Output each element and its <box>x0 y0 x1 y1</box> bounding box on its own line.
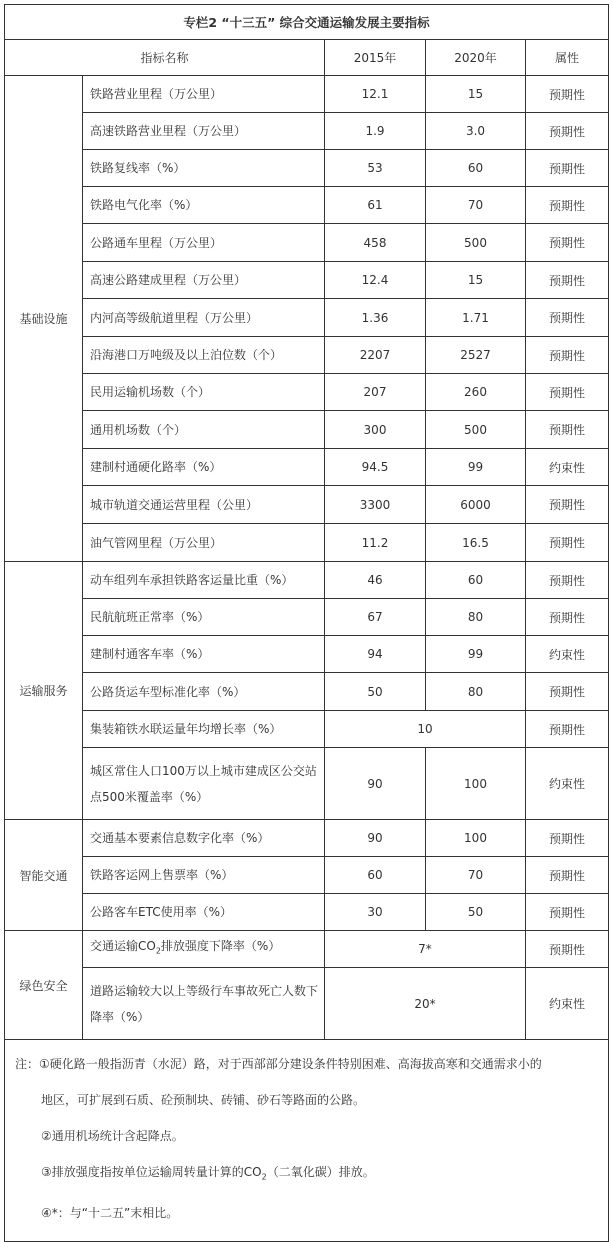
header-2020: 2020年 <box>426 40 526 76</box>
attribute-cell: 预期性 <box>526 894 609 931</box>
table-row <box>5 486 609 524</box>
attribute-cell: 预期性 <box>526 411 609 449</box>
note-4: ④*：与“十二五”末相比。 <box>41 1206 179 1221</box>
indicator-name: 建制村通硬化路率（%） <box>83 449 325 486</box>
value-2015: 61 <box>325 187 426 224</box>
attribute-cell: 约束性 <box>526 636 609 673</box>
attribute-cell: 预期性 <box>526 857 609 894</box>
indicator-name: 公路通车里程（万公里） <box>83 224 325 262</box>
indicator-name: 交通运输$CO_2$排放强度下降率（%） <box>83 931 325 968</box>
note-3: ③排放强度指按单位运输周转量计算的$CO_2$（二氧化碳）排放。 <box>41 1165 375 1182</box>
value-2015: 3300 <box>325 486 426 524</box>
merged-value: 20* <box>325 968 526 1040</box>
header-indicator-name: 指标名称 <box>5 40 325 76</box>
value-2020: 80 <box>426 599 526 636</box>
attribute-cell: 预期性 <box>526 711 609 748</box>
table-row <box>5 524 609 562</box>
value-2015: 46 <box>325 562 426 599</box>
indicator-name: 高速铁路营业里程（万公里） <box>83 113 325 150</box>
category-cell: 绿色安全 <box>5 931 83 1040</box>
indicator-name: 铁路电气化率（%） <box>83 187 325 224</box>
category-cell: 基础设施 <box>5 76 83 562</box>
attribute-cell: 预期性 <box>526 931 609 968</box>
indicator-name: 城市轨道交通运营里程（公里） <box>83 486 325 524</box>
value-2015: 50 <box>325 673 426 711</box>
value-2020: 500 <box>426 411 526 449</box>
value-2020: 60 <box>426 562 526 599</box>
value-2015: 11.2 <box>325 524 426 562</box>
indicator-name: 民用运输机场数（个） <box>83 374 325 411</box>
note-1-continued: 地区，可扩展到石质、砼预制块、砖铺、砂石等路面的公路。 <box>41 1093 366 1107</box>
attribute-cell: 预期性 <box>526 673 609 711</box>
value-2020: 70 <box>426 857 526 894</box>
indicator-name: 铁路营业里程（万公里） <box>83 76 325 113</box>
header-attribute: 属性 <box>526 40 609 76</box>
attribute-cell: 预期性 <box>526 524 609 562</box>
value-2015: 90 <box>325 748 426 820</box>
value-2020: 1.71 <box>426 299 526 337</box>
value-2015: 1.36 <box>325 299 426 337</box>
indicator-table <box>4 4 609 1242</box>
table-row <box>5 224 609 262</box>
indicator-name: 道路运输较大以上等级行车事故死亡人数下降率（%） <box>83 968 325 1040</box>
attribute-cell: 约束性 <box>526 968 609 1040</box>
value-2015: 300 <box>325 411 426 449</box>
table-row <box>5 820 609 857</box>
indicator-name: 沿海港口万吨级及以上泊位数（个） <box>83 337 325 374</box>
value-2015: 30 <box>325 894 426 931</box>
table-row <box>5 894 609 931</box>
value-2015: 207 <box>325 374 426 411</box>
value-2015: 53 <box>325 150 426 187</box>
indicator-name: 动车组列车承担铁路客运量比重（%） <box>83 562 325 599</box>
value-2015: 94 <box>325 636 426 673</box>
attribute-cell: 预期性 <box>526 562 609 599</box>
note-2: ②通用机场统计含起降点。 <box>41 1129 184 1143</box>
value-2020: 15 <box>426 262 526 299</box>
indicator-name: 铁路客运网上售票率（%） <box>83 857 325 894</box>
header-2015: 2015年 <box>325 40 426 76</box>
value-2020: 60 <box>426 150 526 187</box>
table-row <box>5 673 609 711</box>
indicator-name: 集装箱铁水联运量年均增长率（%） <box>83 711 325 748</box>
attribute-cell: 预期性 <box>526 150 609 187</box>
attribute-cell: 预期性 <box>526 486 609 524</box>
table-row <box>5 857 609 894</box>
value-2020: 6000 <box>426 486 526 524</box>
value-2020: 50 <box>426 894 526 931</box>
value-2015: 2207 <box>325 337 426 374</box>
attribute-cell: 预期性 <box>526 299 609 337</box>
table-row <box>5 187 609 224</box>
value-2020: 260 <box>426 374 526 411</box>
value-2015: 94.5 <box>325 449 426 486</box>
merged-value: 7* <box>325 931 526 968</box>
value-2020: 500 <box>426 224 526 262</box>
value-2020: 100 <box>426 820 526 857</box>
merged-value: 10 <box>325 711 526 748</box>
table-row <box>5 337 609 374</box>
table-row <box>5 931 609 968</box>
indicator-name: 高速公路建成里程（万公里） <box>83 262 325 299</box>
value-2020: 3.0 <box>426 113 526 150</box>
category-cell: 运输服务 <box>5 562 83 820</box>
table-row <box>5 262 609 299</box>
value-2015: 90 <box>325 820 426 857</box>
value-2020: 15 <box>426 76 526 113</box>
value-2015: 12.1 <box>325 76 426 113</box>
indicator-name: 油气管网里程（万公里） <box>83 524 325 562</box>
value-2020: 80 <box>426 673 526 711</box>
attribute-cell: 预期性 <box>526 224 609 262</box>
table-row <box>5 968 609 1040</box>
indicator-name: 民航航班正常率（%） <box>83 599 325 636</box>
table-row <box>5 299 609 337</box>
value-2020: 99 <box>426 449 526 486</box>
table-row <box>5 113 609 150</box>
attribute-cell: 预期性 <box>526 113 609 150</box>
attribute-cell: 约束性 <box>526 449 609 486</box>
indicator-name: 交通基本要素信息数字化率（%） <box>83 820 325 857</box>
attribute-cell: 预期性 <box>526 187 609 224</box>
table-row <box>5 599 609 636</box>
table-row <box>5 711 609 748</box>
value-2015: 67 <box>325 599 426 636</box>
value-2015: 60 <box>325 857 426 894</box>
table-row <box>5 150 609 187</box>
table-row <box>5 748 609 820</box>
attribute-cell: 预期性 <box>526 599 609 636</box>
value-2020: 99 <box>426 636 526 673</box>
attribute-cell: 预期性 <box>526 820 609 857</box>
value-2020: 2527 <box>426 337 526 374</box>
value-2015: 12.4 <box>325 262 426 299</box>
indicator-name: 城区常住人口100万以上城市建成区公交站点500米覆盖率（%） <box>83 748 325 820</box>
attribute-cell: 预期性 <box>526 76 609 113</box>
table-body <box>5 76 609 1040</box>
indicator-name: 内河高等级航道里程（万公里） <box>83 299 325 337</box>
notes <box>5 1040 609 1242</box>
table-row <box>5 374 609 411</box>
value-2015: 1.9 <box>325 113 426 150</box>
indicator-name: 通用机场数（个） <box>83 411 325 449</box>
indicator-name: 公路货运车型标准化率（%） <box>83 673 325 711</box>
attribute-cell: 预期性 <box>526 337 609 374</box>
table-row <box>5 562 609 599</box>
table-row <box>5 449 609 486</box>
attribute-cell: 约束性 <box>526 748 609 820</box>
value-2020: 70 <box>426 187 526 224</box>
table-row <box>5 636 609 673</box>
attribute-cell: 预期性 <box>526 262 609 299</box>
value-2020: 100 <box>426 748 526 820</box>
table-row <box>5 411 609 449</box>
value-2020: 16.5 <box>426 524 526 562</box>
table-row <box>5 76 609 113</box>
note-1: 注：①硬化路一般指沥青（水泥）路，对于西部部分建设条件特别困难、高海拔高寒和交通需求小的 <box>15 1057 542 1071</box>
indicator-name: 铁路复线率（%） <box>83 150 325 187</box>
table-title: 专栏2 “十三五” 综合交通运输发展主要指标 <box>5 5 609 40</box>
indicator-name: 建制村通客车率（%） <box>83 636 325 673</box>
value-2015: 458 <box>325 224 426 262</box>
category-cell: 智能交通 <box>5 820 83 931</box>
indicator-name: 公路客车ETC使用率（%） <box>83 894 325 931</box>
attribute-cell: 预期性 <box>526 374 609 411</box>
